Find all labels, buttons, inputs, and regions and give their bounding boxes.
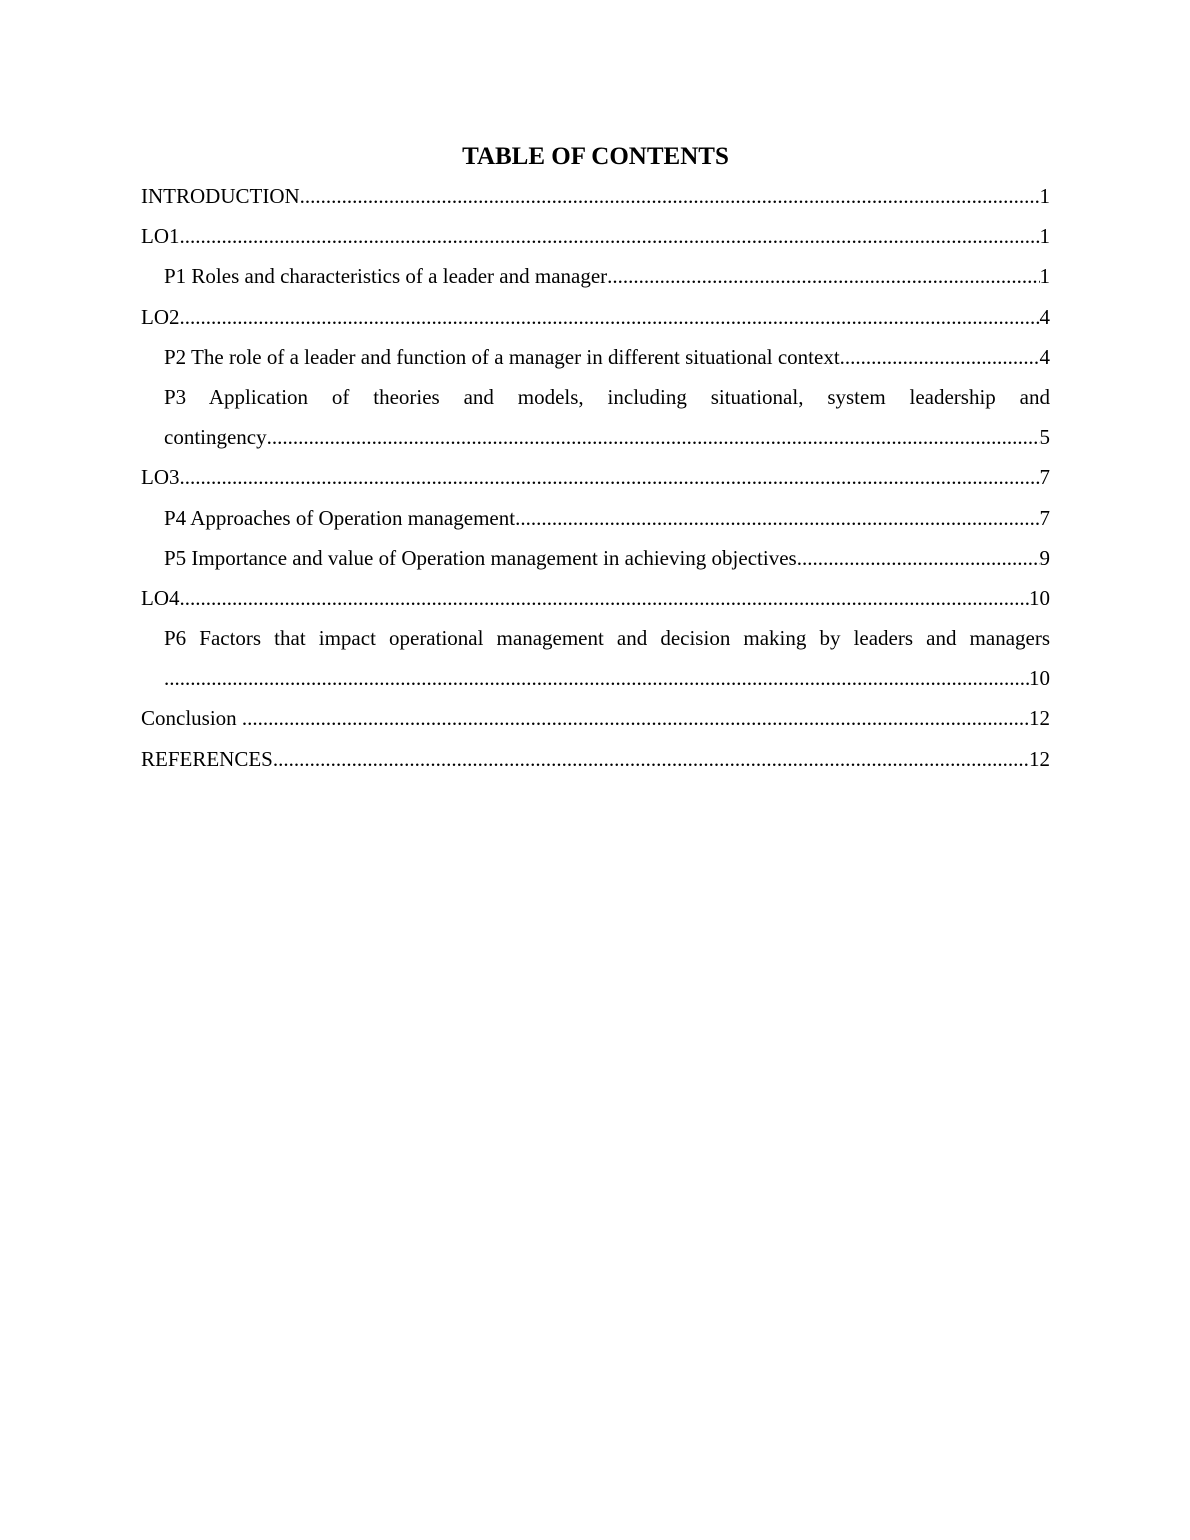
- toc-entry-label: LO1: [141, 224, 180, 249]
- toc-title: TABLE OF CONTENTS: [462, 143, 729, 170]
- toc-entry-conclusion[interactable]: [141, 698, 1050, 738]
- toc-entry-label: P5 Importance and value of Operation management in achieving objectives: [164, 545, 797, 570]
- toc-entry-p4[interactable]: [141, 498, 1050, 538]
- toc-entry-page: 4: [1039, 344, 1050, 369]
- toc-entry-page: 4: [1039, 304, 1050, 329]
- dot-leader: [607, 256, 1039, 296]
- toc-entry-page: 1: [1039, 224, 1050, 249]
- toc-entry-p6[interactable]: [141, 618, 1050, 698]
- dot-leader: [180, 297, 1040, 337]
- dot-leader: [515, 498, 1039, 538]
- toc-entry-page: 1: [1039, 184, 1050, 208]
- toc-entry-p5[interactable]: [141, 538, 1050, 578]
- dot-leader: [242, 698, 1029, 738]
- dot-leader: [180, 216, 1040, 256]
- toc-entry-page: 5: [1039, 425, 1050, 450]
- toc-entry-lo4[interactable]: [141, 578, 1050, 618]
- toc-entry-page: 10: [1029, 585, 1050, 610]
- toc-entry-label: LO4: [141, 585, 180, 610]
- dot-leader: [180, 578, 1030, 618]
- toc-entry-page: 1: [1039, 264, 1050, 289]
- toc-entry-label: LO3: [141, 465, 180, 490]
- dot-leader: [840, 337, 1040, 377]
- toc-entry-page: 7: [1039, 465, 1050, 490]
- dot-leader: [164, 658, 1029, 698]
- toc-entry-label: Conclusion: [141, 706, 242, 731]
- document-page: [141, 138, 1050, 779]
- toc-list: [141, 176, 1050, 779]
- dot-leader: [180, 457, 1040, 497]
- toc-entry-page: 12: [1029, 746, 1050, 771]
- dot-leader: [797, 538, 1040, 578]
- toc-entry-page: 10: [1029, 666, 1050, 691]
- toc-entry-label: REFERENCES: [141, 746, 273, 771]
- toc-entry-introduction[interactable]: [141, 176, 1050, 216]
- toc-entry-label-line1: P3 Application of theories and models, including situational, system leadership and: [164, 384, 1050, 409]
- toc-entry-lo2[interactable]: [141, 297, 1050, 337]
- toc-entry-label: P1 Roles and characteristics of a leader and manager: [164, 264, 608, 289]
- toc-entry-page: 9: [1039, 545, 1050, 570]
- toc-entry-label-line2: contingency: [164, 425, 267, 450]
- toc-entry-label: P4 Approaches of Operation management: [164, 505, 516, 530]
- toc-entry-page: 7: [1039, 505, 1050, 530]
- toc-entry-page: 12: [1029, 706, 1050, 731]
- toc-entry-lo3[interactable]: [141, 457, 1050, 497]
- dot-leader: [267, 417, 1040, 457]
- toc-entry-references[interactable]: [141, 739, 1050, 779]
- dot-leader: [273, 739, 1029, 779]
- toc-entry-label: LO2: [141, 304, 180, 329]
- toc-entry-p2[interactable]: [141, 337, 1050, 377]
- dot-leader: [300, 176, 1040, 216]
- toc-entry-lo1[interactable]: [141, 216, 1050, 256]
- toc-entry-label: P2 The role of a leader and function of a manager in different situational context: [164, 344, 840, 369]
- toc-entry-label: INTRODUCTION: [141, 184, 300, 208]
- toc-entry-p1[interactable]: [141, 256, 1050, 296]
- toc-entry-p3[interactable]: [141, 377, 1050, 457]
- toc-entry-label-line1: P6 Factors that impact operational management and decision making by leaders and managers: [164, 626, 1050, 651]
